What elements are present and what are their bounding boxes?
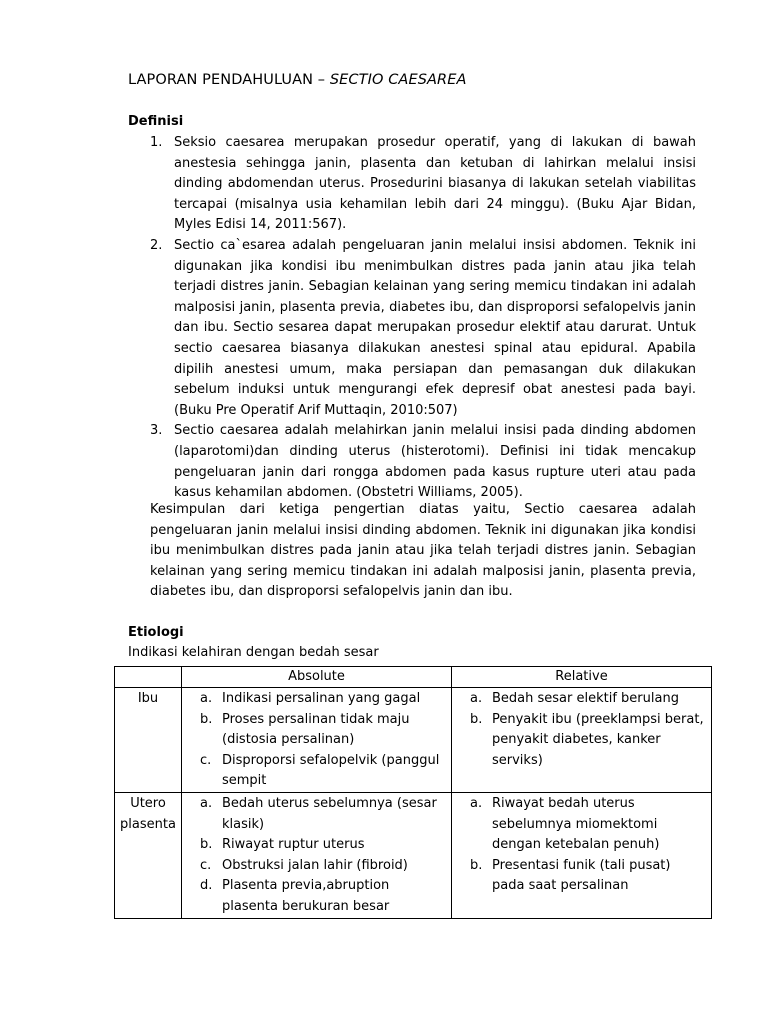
list-text: Sectio ca`esarea adalah pengeluaran janin melalui insisi abdomen. Teknik ini digunakan jika kondisi ibu menimbulkan distres pada janin atau jika telah terjadi distres janin. Sebagian kelainan yang sering memicu tindakan ini adalah malposisi janin, plasenta previa, diabetes ibu, dan disproporsi sefalopelvis janin dan ibu. Sectio sesarea dapat merupakan prosedur elektif atau darurat. Untuk sectio caesarea biasanya dilakukan anestesi spinal atau epidural. Apabila dipilih anestesi umum, maka persiapan dan pemasangan duk dilakukan sebelum induksi untuk mengurangi efek depresif obat anestesi pada bayi. (Buku Pre Operatif Arif Muttaqin, 2010:507) — [174, 237, 696, 418]
list-marker: a. — [470, 795, 483, 811]
list-marker: d. — [200, 878, 213, 894]
relative-cell — [452, 688, 712, 793]
list-marker: a. — [200, 691, 213, 706]
etiologi-subheading: Indikasi kelahiran dengan bedah sesar — [128, 645, 379, 660]
list-text: Seksio caesarea merupakan prosedur operatif, yang di lakukan di bawah anestesia sehingga janin, plasenta dan ketuban di lahirkan melalui insisi dinding abdomendan uterus. Prosedurini biasanya di lakukan setelah viabilitas tercapai (misalnya usia kehamilan lebih dari 24 minggu). (Buku Ajar Bidan, Myles Edisi 14, 2011:567). — [174, 135, 696, 233]
indikasi-table — [114, 666, 712, 919]
list-text: Plasenta previa,abruption plasenta berukuran besar — [222, 878, 390, 914]
header-cell: Relative — [452, 667, 712, 688]
list-marker: a. — [470, 691, 483, 706]
list-text: Bedah sesar elektif berulang — [492, 691, 679, 706]
list-item — [182, 751, 445, 792]
list-item — [128, 421, 696, 503]
list-item — [182, 710, 445, 751]
kesimpulan-paragraph: Kesimpulan dari ketiga pengertian diatas yaitu, Sectio caesarea adalah pengeluaran janin melalui insisi dinding abdomen. Teknik ini digunakan jika kondisi ibu menimbulkan distres pada janin atau jika telah terjadi distres janin. Sebagian kelainan yang sering memicu tindakan ini adalah malposisi janin, plasenta previa, diabetes ibu, dan disproporsi sefalopelvis janin dan ibu. — [150, 502, 696, 600]
table-row — [115, 688, 712, 793]
list-marker: b. — [200, 837, 213, 853]
list-text: Obstruksi jalan lahir (fibroid) — [222, 857, 408, 873]
list-item — [128, 236, 696, 421]
list-item — [182, 689, 445, 710]
list-marker: c. — [200, 752, 212, 768]
list-number: 2. — [150, 237, 163, 253]
list-item — [452, 689, 705, 710]
etiologi-heading: Etiologi — [128, 625, 184, 640]
document-title — [128, 72, 467, 88]
header-cell: Absolute — [182, 667, 452, 688]
list-number: 1. — [150, 135, 163, 150]
list-text: Penyakit ibu (preeklampsi berat, penyakit diabetes, kanker serviks) — [492, 711, 704, 768]
list-number: 3. — [150, 423, 163, 439]
list-text: Proses persalinan tidak maju (distosia persalinan) — [222, 711, 410, 748]
absolute-cell — [182, 688, 452, 793]
list-item — [182, 835, 445, 856]
list-item — [452, 794, 705, 856]
title-prefix: LAPORAN PENDAHULUAN – — [128, 72, 330, 88]
definisi-list — [128, 133, 696, 504]
relative-cell — [452, 792, 712, 918]
list-item — [182, 856, 445, 877]
header-cell — [115, 667, 182, 688]
category-cell: Ibu — [115, 688, 182, 793]
absolute-cell — [182, 792, 452, 918]
list-marker: b. — [470, 857, 483, 873]
list-text: Bedah uterus sebelumnya (sesar klasik) — [222, 795, 437, 832]
list-item — [452, 710, 705, 772]
list-text: Sectio caesarea adalah melahirkan janin melalui insisi pada dinding abdomen (laparotomi)dan dinding uterus (histerotomi). Definisi ini tidak mencakup pengeluaran janin dari rongga abdomen pada kasus rupture uteri atau pada kasus kehamilan abdomen. (Obstetri Williams, 2005). — [174, 423, 696, 501]
table-row — [115, 792, 712, 918]
list-marker: c. — [200, 857, 212, 873]
list-text: Disproporsi sefalopelvik (panggul sempit — [222, 752, 440, 789]
list-text: Riwayat ruptur uterus — [222, 837, 365, 853]
list-item — [128, 133, 696, 236]
list-text: Presentasi funik (tali pusat) pada saat persalinan — [492, 857, 671, 894]
list-item — [182, 794, 445, 835]
title-italic: SECTIO CAESAREA — [329, 72, 467, 88]
table-header-row — [115, 667, 712, 688]
list-text: Riwayat bedah uterus sebelumnya miomektomi dengan ketebalan penuh) — [492, 795, 660, 853]
list-item — [182, 876, 445, 917]
list-text: Indikasi persalinan yang gagal — [222, 691, 421, 706]
category-cell: Utero plasenta — [115, 792, 182, 918]
list-marker: b. — [470, 711, 483, 727]
list-marker: b. — [200, 711, 213, 727]
list-item — [452, 856, 705, 897]
definisi-heading: Definisi — [128, 114, 184, 129]
list-marker: a. — [200, 795, 213, 811]
